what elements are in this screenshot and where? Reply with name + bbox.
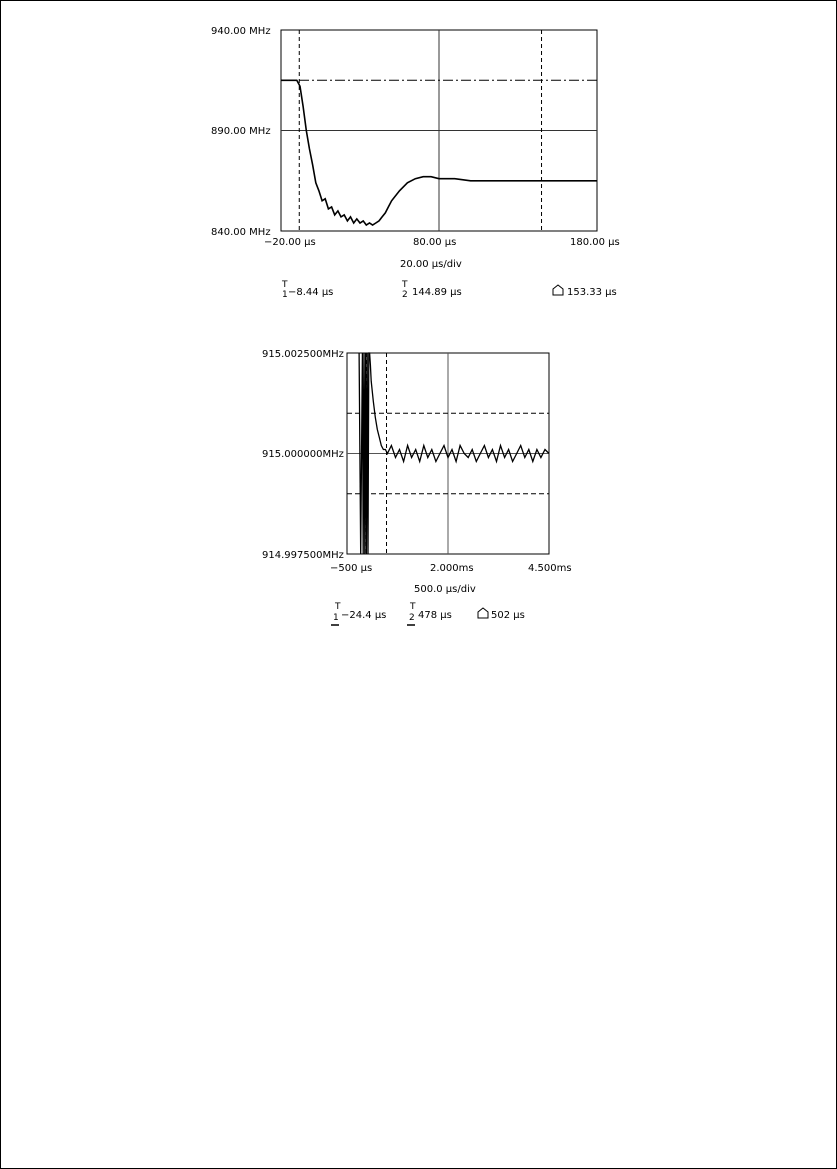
chart-2-t1-sub: 1 — [333, 613, 339, 623]
chart-1-t2-label: T — [402, 280, 408, 290]
chart-1-division-label: 20.00 μs/div — [400, 259, 462, 270]
chart-2-t1-value: −24.4 μs — [341, 610, 387, 621]
delta-icon — [553, 285, 563, 295]
chart-1 — [211, 26, 620, 300]
chart-2-ytick-top: 915.002500MHz — [262, 349, 344, 360]
chart-2-xtick-mid: 2.000ms — [430, 563, 474, 574]
chart-2-xtick-right: 4.500ms — [528, 563, 572, 574]
chart-2-delta-value: 502 μs — [491, 610, 525, 621]
chart-2-t2-sub: 2 — [409, 613, 415, 623]
chart-2-xtick-left: −500 μs — [330, 563, 373, 574]
chart-1-guides — [281, 30, 597, 231]
delta-icon — [478, 608, 488, 618]
chart-1-ytick-bottom: 840.00 MHz — [211, 227, 271, 238]
chart-2-t2-value: 478 μs — [418, 610, 452, 621]
chart-2-t1-label: T — [335, 602, 341, 612]
chart-2-guides — [347, 353, 549, 554]
chart-1-t1-label: T — [282, 280, 288, 290]
chart-1-xtick-left: −20.00 μs — [264, 237, 316, 248]
chart-1-t2-sub: 2 — [402, 290, 408, 300]
chart-2-ytick-mid: 915.000000MHz — [262, 449, 344, 460]
chart-1-delta-value: 153.33 μs — [567, 287, 617, 298]
chart-1-xtick-right: 180.00 μs — [570, 237, 620, 248]
chart-2 — [262, 349, 572, 625]
chart-1-t1-sub: 1 — [282, 290, 288, 300]
chart-1-t2-value: 144.89 μs — [412, 287, 462, 298]
chart-1-xtick-mid: 80.00 μs — [413, 237, 457, 248]
chart-2-t2-label: T — [410, 602, 416, 612]
chart-1-ytick-top: 940.00 MHz — [211, 26, 271, 37]
chart-1-ytick-mid: 890.00 MHz — [211, 126, 271, 137]
chart-2-division-label: 500.0 μs/div — [414, 584, 476, 595]
chart-2-ytick-bottom: 914.997500MHz — [262, 550, 344, 561]
chart-1-t1-value: −8.44 μs — [288, 287, 334, 298]
